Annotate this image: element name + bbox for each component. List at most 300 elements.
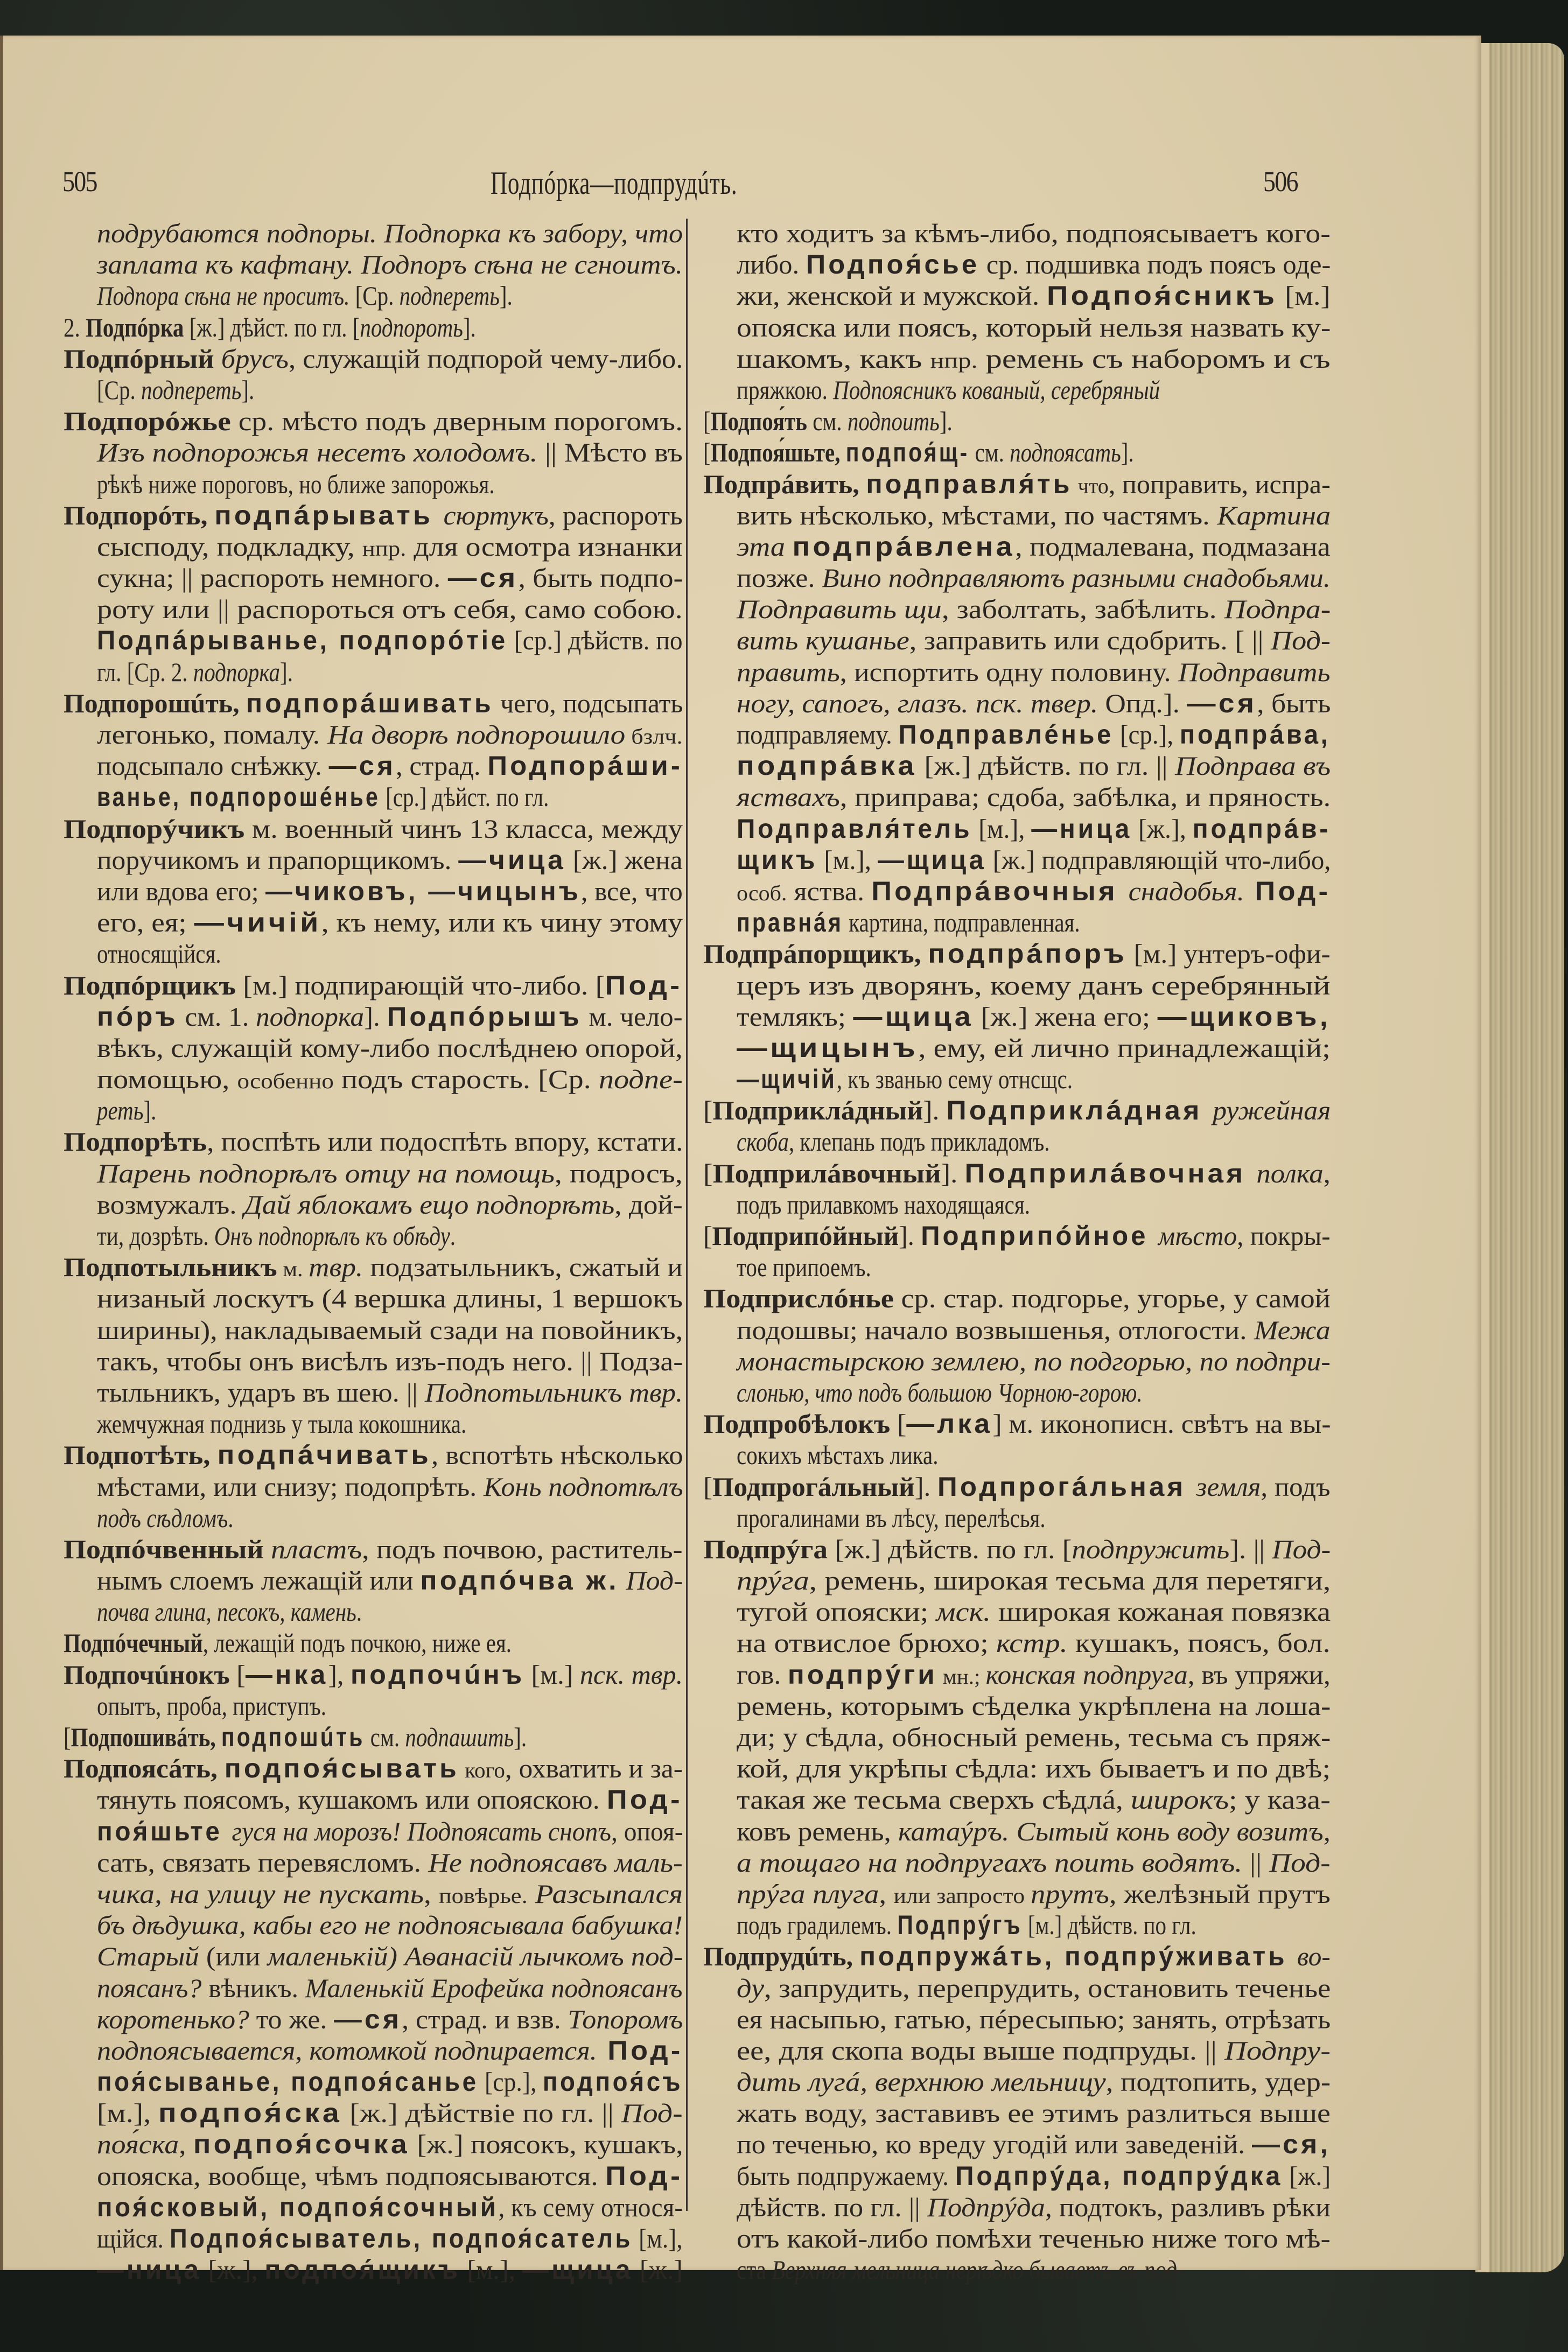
derived-form: —щиковъ, <box>1157 1001 1331 1032</box>
line-text <box>64 405 683 437</box>
entry-continuation-line <box>703 1784 1331 1815</box>
definition-text: ]. <box>939 406 953 437</box>
headword: Подпошивáть, <box>71 1722 221 1752</box>
definition-text: , подтопить, удер- <box>1105 2067 1331 2097</box>
definition-text: [м.] <box>524 1659 580 1690</box>
definition-text: [м.], <box>632 2223 683 2253</box>
line-text <box>737 1565 1331 1596</box>
line-text <box>97 1377 683 1408</box>
line-text <box>64 1659 683 1690</box>
definition-text: см. 1. <box>178 1001 256 1032</box>
headword: Подпоя́шьте, <box>710 437 846 468</box>
line-text <box>97 907 683 938</box>
derived-form: —щичій <box>737 1064 837 1095</box>
line-text <box>64 813 683 844</box>
entry-continuation-line <box>703 280 1331 311</box>
entry-continuation-line <box>64 2097 683 2129</box>
derived-form: —щица <box>853 1001 974 1032</box>
line-text <box>737 750 1331 781</box>
derived-form: —ница <box>1031 813 1132 844</box>
line-text <box>97 1565 683 1596</box>
line-text <box>737 1878 1331 1912</box>
derived-form: подпрýги <box>787 1659 937 1690</box>
entry-headword-line <box>703 1408 1331 1439</box>
derived-form: Подправля́тель <box>737 813 972 844</box>
definition-text: гов. <box>737 1659 788 1690</box>
line-text <box>737 374 1160 405</box>
entry-headword-line <box>64 813 683 844</box>
definition-text: , запрудить, перепрудить, остановить теченье <box>764 1972 1331 2003</box>
entry-continuation-line <box>703 593 1331 625</box>
entry-continuation-line <box>64 2004 683 2035</box>
line-text <box>737 844 1331 876</box>
definition-text: для осмотра изнанки <box>406 531 683 562</box>
definition-text: , ремень, широкая тесьма для перетяги, <box>809 1565 1331 1596</box>
example-italic: Вино подправляютъ разными снадобьями. <box>822 563 1331 593</box>
example-italic: прýга <box>737 1565 809 1596</box>
derived-form: Подпрáвочныя <box>871 876 1129 906</box>
headword: Подпрогáльный <box>712 1471 915 1502</box>
entry-continuation-line <box>703 1753 1331 1784</box>
definition-text: , <box>179 2129 193 2160</box>
definition-text: 2. <box>64 312 86 342</box>
example-italic: Разсыпался <box>527 1878 683 1909</box>
line-text <box>97 1346 683 1377</box>
derived-form: поя́сковый, подпоя́сочный <box>97 2192 499 2222</box>
headword: Подпорошúть, <box>64 688 247 718</box>
entry-continuation-line <box>64 1816 683 1847</box>
definition-text: вить нѣсколько, мѣстами, по частямъ. <box>737 500 1217 530</box>
definition-text: , лежащій подъ почкою, ниже ея. <box>202 1628 512 1658</box>
example-italic: заплата къ кафтану. Подпоръ сѣна не сгноитъ. <box>97 249 683 280</box>
entry-continuation-line <box>703 2066 1331 2097</box>
definition-text: , страд. <box>395 751 488 781</box>
right-column <box>703 218 1331 2285</box>
definition-text: [ж.] дѣйст. по гл. [ <box>184 312 360 342</box>
label-small: кого <box>459 1758 505 1783</box>
example-italic: ружейная <box>1213 1095 1331 1126</box>
entry-continuation-line <box>703 2097 1331 2129</box>
definition-text: возмужалъ. <box>97 1189 244 1220</box>
line-text <box>97 938 221 969</box>
label-small: или запросто <box>893 1883 1031 1908</box>
line-text <box>737 1784 1331 1815</box>
line-text <box>97 1847 683 1878</box>
example-italic: мѣсто <box>1158 1221 1237 1251</box>
definition-text: , подъ почвою, раститель- <box>362 1534 683 1564</box>
example-italic: сюртукъ <box>443 500 549 530</box>
definition-text: ]. <box>241 374 255 405</box>
example-italic: подъ сѣдломъ <box>97 1502 228 1533</box>
line-text <box>97 1158 683 1189</box>
derived-form: Подприпóйное <box>921 1221 1158 1251</box>
derived-form: подпоя́щ- <box>845 437 970 468</box>
line-text <box>737 625 1331 656</box>
line-text <box>97 1095 156 1126</box>
example-italic: ногу, сапогъ, глазъ. пск. твер. <box>737 688 1098 718</box>
entry-continuation-line <box>64 531 683 562</box>
definition-text: подправляему. <box>737 719 899 750</box>
line-text <box>64 1753 683 1786</box>
entry-continuation-line <box>64 1377 683 1408</box>
line-text <box>737 1346 1331 1377</box>
definition-text: [Ср. <box>97 374 141 405</box>
example-italic: Старый <box>97 1941 206 1972</box>
line-text <box>97 1941 683 1972</box>
definition-text: дѣйств. по гл. || <box>737 2192 927 2222</box>
line-text <box>97 2004 683 2035</box>
entry-headword-line <box>703 1941 1331 1972</box>
headword: Подпрудúть, <box>703 1941 860 1972</box>
entry-continuation-line <box>703 1565 1331 1596</box>
derived-form: Подпоя́сыватель, подпоя́сатель <box>170 2223 633 2253</box>
line-text <box>97 1784 683 1815</box>
example-italic: Под- <box>1269 1847 1331 1878</box>
line-text <box>737 312 1331 343</box>
definition-text: жемчужная поднизь у тыла кокошника. <box>97 1409 467 1439</box>
definition-text: прогалинами въ лѣсу, перелѣсья. <box>737 1502 1046 1533</box>
entry-continuation-line <box>64 1596 683 1627</box>
line-text <box>737 876 1331 909</box>
definition-text: ти, дозрѣть. <box>97 1221 214 1251</box>
entry-continuation-line <box>703 688 1331 719</box>
line-text <box>737 2254 1185 2285</box>
line-text <box>703 1941 1331 1972</box>
definition-text: [ <box>890 1409 907 1439</box>
line-text <box>737 1847 1331 1878</box>
definition-text: шакомъ, какъ <box>737 343 930 374</box>
definition-text: такъ, чтобы онъ висѣлъ изъ-подъ него. || Подза- <box>97 1346 683 1376</box>
line-text <box>97 1596 362 1627</box>
line-text <box>97 1189 683 1220</box>
derived-form: —ся <box>328 751 396 781</box>
definition-text: [ж.], <box>201 2255 265 2285</box>
headword: Подприпóйный <box>712 1221 899 1251</box>
definition-text: (или <box>206 1941 268 1972</box>
definition-text: , къ званью сему отнсщс. <box>836 1064 1073 1095</box>
example-italic: катаýръ. Сытый конь воду возитъ, <box>898 1816 1331 1846</box>
definition-text: позже. <box>737 563 822 593</box>
dictionary-page <box>3 36 1481 2285</box>
example-italic: Подпру- <box>1224 2035 1331 2066</box>
example-italic: подрубаются подпоры. Подпорка къ забору, что <box>97 218 683 248</box>
example-italic: Под- <box>621 2098 683 2129</box>
definition-text: , дой- <box>614 1189 683 1220</box>
definition-text: [ <box>229 1659 246 1690</box>
definition-text: [ <box>703 406 711 437</box>
entry-headword-line <box>64 1721 683 1753</box>
line-text <box>737 1659 1331 1692</box>
example-italic: Под- <box>1272 1534 1331 1564</box>
line-text <box>737 1251 871 1283</box>
entry-headword-line <box>64 1439 683 1471</box>
definition-text: [ж.] <box>1283 2160 1331 2191</box>
definition-text: тянуть поясомъ, кушакомъ или опояскою. <box>97 1784 607 1815</box>
definition-text: то же. <box>249 2004 334 2034</box>
example-italic: Подпотыльникъ твр. <box>424 1377 683 1408</box>
definition-text: кто ходитъ за кѣмъ-либо, подпоясываетъ кого- <box>737 218 1331 248</box>
line-text <box>97 2160 683 2192</box>
example-italic: скоба <box>737 1126 789 1157</box>
definition-text: м. чело- <box>582 1001 683 1032</box>
left-column <box>64 218 683 2285</box>
derived-form: —щица <box>878 844 986 875</box>
example-italic: Конь подпотѣлъ <box>484 1471 683 1502</box>
entry-continuation-line <box>703 1659 1331 1690</box>
definition-text: , къ сему относя- <box>498 2192 683 2222</box>
definition-text: [ж.] жена его; <box>974 1001 1158 1032</box>
line-text <box>737 2097 1331 2129</box>
derived-form: Подпрýгъ <box>897 1910 1023 1941</box>
entry-continuation-line <box>703 2254 1331 2285</box>
derived-form: поя́шьте <box>97 1816 232 1846</box>
definition-text: [ <box>703 1095 713 1126</box>
example-italic: полка <box>1256 1158 1324 1188</box>
example-italic: Верхняя мельница нерѣдко бываетъ въ под- <box>772 2255 1185 2285</box>
example-italic: реть <box>97 1095 144 1126</box>
entry-continuation-line <box>703 970 1331 1001</box>
entry-continuation-line <box>64 593 683 625</box>
line-text <box>737 2035 1331 2066</box>
example-italic: Дай яблокамъ ещо подпорѣть <box>243 1189 615 1220</box>
headword: Подпоясáть, <box>64 1753 225 1784</box>
line-text <box>703 1095 1331 1126</box>
line-text <box>737 719 1330 750</box>
example-italic: кстр. <box>996 1628 1068 1658</box>
definition-text: тое припоемъ. <box>737 1252 871 1283</box>
line-text <box>737 656 1331 688</box>
definition-text: ди; у сѣдла, обносный ремень, тесьма съ пряж- <box>737 1722 1331 1752</box>
definition-text: ср. мѣсто подъ дверным порогомъ. <box>230 406 683 437</box>
entry-continuation-line <box>64 1283 683 1314</box>
definition-text: яства. <box>787 876 872 906</box>
definition-text: ср. подшивка подъ поясъ оде- <box>979 249 1331 280</box>
example-italic: земля <box>1196 1471 1261 1502</box>
headword: Подпорóжье <box>64 406 231 437</box>
example-italic: гуся на морозъ! Подпоясать снопъ <box>232 1816 611 1846</box>
line-text <box>64 1627 512 1658</box>
derived-form: —ся <box>447 563 519 593</box>
definition-text: [ж.] поясокъ, кушакъ, <box>409 2129 683 2160</box>
line-text <box>97 1816 683 1847</box>
entry-headword-line <box>703 1220 1331 1251</box>
line-text <box>97 531 683 564</box>
definition-text: низаный лоскутъ (4 вершка длины, 1 вершокъ <box>97 1283 683 1314</box>
entry-continuation-line <box>64 1502 683 1534</box>
definition-text: гл. [Ср. 2. <box>97 656 193 687</box>
definition-text: [ср.], <box>478 2067 543 2097</box>
line-text <box>703 437 1134 468</box>
definition-text: м. военный чинъ 13 класса, между <box>244 813 683 844</box>
line-text <box>737 249 1331 280</box>
entry-headword-line <box>64 1251 683 1283</box>
entry-headword-line <box>64 500 683 531</box>
entry-continuation-line <box>703 1847 1331 1878</box>
definition-text: картина, подправленная. <box>843 907 1080 938</box>
definition-text: [ <box>64 1722 71 1752</box>
line-text <box>737 1001 1331 1032</box>
line-text <box>737 1721 1331 1753</box>
headword: Подпóрный <box>64 343 221 374</box>
entry-continuation-line <box>64 1408 683 1439</box>
definition-text: , поспѣть или подоспѣть впору, кстати. <box>207 1126 683 1157</box>
entry-continuation-line <box>64 1314 683 1346</box>
definition-text: [м.] дѣйств. по гл. <box>1022 1910 1196 1941</box>
entry-headword-line <box>64 1534 683 1565</box>
line-text <box>737 907 1080 938</box>
line-text <box>97 2254 683 2285</box>
entry-continuation-line <box>703 1878 1331 1909</box>
definition-text: роту или || распороться отъ себя, само собою. <box>97 594 683 625</box>
line-text <box>97 2035 683 2066</box>
derived-form: —чица <box>458 844 566 875</box>
line-text <box>97 249 683 280</box>
derived-form: —чичій <box>194 907 321 938</box>
line-text <box>97 1909 683 1941</box>
definition-text: || Мѣсто въ <box>537 437 683 468</box>
derived-form: пóръ <box>97 1001 178 1032</box>
line-text <box>737 1909 1196 1941</box>
entry-headword-line <box>64 343 683 374</box>
example-italic: Под- <box>1271 625 1331 656</box>
definition-text: ея насыпью, гатью, пéресыпью; занять, отрѣзать <box>737 2004 1331 2034</box>
entry-continuation-line <box>64 1941 683 1972</box>
line-text <box>703 405 953 437</box>
example-italic: подпружить <box>1072 1534 1230 1564</box>
definition-text: [ср.] дѣйств. по <box>507 625 683 656</box>
line-text <box>97 781 549 813</box>
entry-continuation-line <box>703 312 1331 343</box>
definition-text: поручикомъ и прапорщикомъ. <box>97 844 459 875</box>
derived-form: подпружáть, подпрýживать <box>859 1941 1298 1972</box>
example-italic: подпоясывается, котомкой подпирается. <box>97 2035 597 2066</box>
line-text <box>97 2066 683 2097</box>
line-text <box>64 1721 527 1753</box>
line-text <box>97 562 683 593</box>
label-small: нпр. <box>930 348 978 373</box>
definition-text: , подмалевана, подмазана <box>1015 531 1331 562</box>
entry-headword-line <box>64 970 683 1001</box>
derived-form: подпоя́щикъ <box>264 2255 461 2285</box>
example-italic: На дворѣ подпорошило <box>327 719 626 750</box>
definition-text: ], <box>328 1659 351 1690</box>
line-text <box>737 218 1331 249</box>
example-italic: Подпра- <box>1224 594 1331 625</box>
entry-continuation-line <box>703 2004 1331 2035</box>
definition-text: , желѣзный прутъ <box>1109 1878 1331 1909</box>
definition-text: , вспотѣть нѣсколько <box>431 1440 683 1471</box>
entry-continuation-line <box>703 531 1331 562</box>
definition-text: отъ какой-либо помѣхи теченью ниже того мѣ- <box>737 2223 1331 2253</box>
definition-text: церъ изъ дворянъ, коему данъ серебрянный <box>737 970 1331 1000</box>
entry-continuation-line <box>703 1596 1331 1627</box>
example-italic: бъ дѣдушка, кабы его не подпоясывала бабушка! <box>97 1910 683 1941</box>
definition-text: широкая кожаная повязка <box>991 1597 1331 1627</box>
example-italic: маленькій) Аѳанасій лычкомъ под- <box>267 1941 683 1972</box>
definition-text: жать воду, заставивъ ее этимъ разлиться выше <box>737 2098 1331 2129</box>
example-italic: вить кушанье <box>737 625 909 656</box>
definition-text: , ему, ей лично принадлежащій; <box>918 1032 1331 1063</box>
line-text <box>97 2097 683 2129</box>
example-italic: Картина <box>1217 500 1331 530</box>
entry-continuation-line <box>64 1878 683 1909</box>
entry-continuation-line <box>703 218 1331 249</box>
left-page-number: 505 <box>62 165 97 198</box>
definition-text: опояска, вообще, чѣмъ подпоясываются. <box>97 2160 606 2191</box>
definition-text: кушакъ, поясъ, бол. <box>1067 1628 1331 1658</box>
definition-text: на отвислое брюхо; <box>737 1628 996 1658</box>
headword: Подпробѣлокъ <box>703 1409 891 1439</box>
line-text <box>737 1063 1073 1095</box>
definition-text: ста <box>737 2255 772 2285</box>
definition-text: относящійся. <box>97 939 221 969</box>
entry-continuation-line <box>703 1627 1331 1658</box>
derived-form: Под- <box>605 2160 683 2191</box>
definition-text: [ <box>703 1471 712 1502</box>
definition-text: , подъ <box>1261 1471 1331 1502</box>
derived-form: щикъ <box>737 844 818 875</box>
entry-headword-line <box>64 1753 683 1784</box>
definition-text: ]. || <box>1229 1534 1272 1564</box>
example-italic: править <box>737 656 840 687</box>
definition-text: ]. <box>514 1722 527 1752</box>
definition-text: , къ нему, или къ чину этому <box>321 907 683 938</box>
line-text <box>64 1534 683 1565</box>
line-text <box>737 970 1331 1001</box>
example-italic: пск. твр. <box>579 1659 683 1690</box>
entry-continuation-line <box>64 1847 683 1878</box>
derived-form: —ница <box>97 2255 202 2285</box>
entry-headword-line <box>703 1283 1331 1314</box>
entry-continuation-line <box>703 2160 1331 2192</box>
example-italic: подпашить <box>405 1722 514 1752</box>
headword: Подпрýга <box>703 1534 828 1564</box>
derived-form: Подприклáдная <box>946 1095 1213 1126</box>
entry-continuation-line <box>64 1095 683 1126</box>
line-text <box>737 813 1331 844</box>
line-text <box>737 1189 1030 1220</box>
line-text <box>737 781 1331 813</box>
definition-text: [ж.] дѣйств. по гл. || <box>916 751 1175 781</box>
label-small: особенно <box>237 1069 334 1094</box>
line-text <box>737 2192 1331 2223</box>
entry-continuation-line <box>64 1220 683 1251</box>
entry-headword-line <box>64 312 683 343</box>
entry-continuation-line <box>703 249 1331 280</box>
definition-text: см. <box>365 1722 405 1752</box>
definition-text: , испортить одну половину. <box>839 656 1178 687</box>
line-text <box>737 500 1331 531</box>
definition-text: щійся. <box>97 2223 170 2253</box>
entry-headword-line <box>703 405 1331 437</box>
definition-text: жи, женской и мужской. <box>737 281 1047 311</box>
example-italic: подпорка <box>256 1001 365 1032</box>
line-text <box>97 2129 683 2160</box>
line-text <box>737 2160 1331 2192</box>
entry-continuation-line <box>703 1126 1331 1157</box>
entry-continuation-line <box>64 1972 683 2004</box>
definition-text: сысподу, подкладку, <box>97 531 362 562</box>
headword: Подпотѣть, <box>64 1440 218 1471</box>
line-text <box>97 2223 683 2254</box>
example-italic: подпоясать <box>1010 437 1121 468</box>
line-text <box>737 562 1331 593</box>
line-text <box>703 1158 1331 1189</box>
right-page-number: 506 <box>1263 165 1298 198</box>
line-text <box>737 280 1331 311</box>
headword: Подпоя́ть <box>710 406 807 437</box>
derived-form: подпоя́съ <box>542 2067 683 2097</box>
